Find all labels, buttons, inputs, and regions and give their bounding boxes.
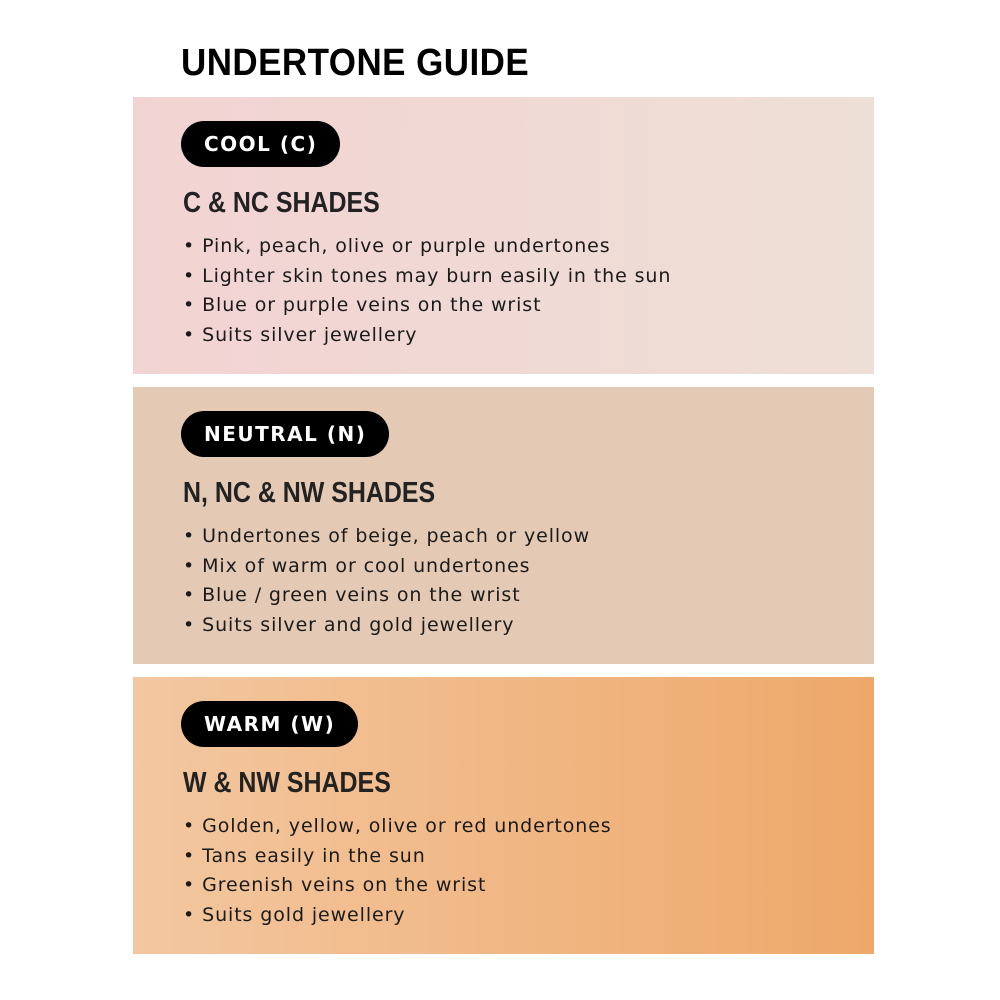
- neutral-bullet-item: • Mix of warm or cool undertones: [183, 552, 590, 582]
- warm-bullet-item: • Suits gold jewellery: [183, 901, 612, 931]
- neutral-bullet-item: • Suits silver and gold jewellery: [183, 611, 590, 641]
- warm-bullet-list: [183, 812, 612, 931]
- neutral-label-pill: NEUTRAL (N): [181, 411, 389, 457]
- cool-bullet-item: • Blue or purple veins on the wrist: [183, 291, 671, 321]
- cool-label-pill: COOL (C): [181, 121, 340, 167]
- neutral-shades-heading: N, NC & NW SHADES: [183, 477, 436, 509]
- neutral-bullet-item: • Undertones of beige, peach or yellow: [183, 522, 590, 552]
- warm-undertone-card: [133, 677, 874, 954]
- neutral-bullet-item: • Blue / green veins on the wrist: [183, 581, 590, 611]
- warm-bullet-item: • Tans easily in the sun: [183, 842, 612, 872]
- warm-label-pill: WARM (W): [181, 701, 358, 747]
- cool-bullet-item: • Pink, peach, olive or purple undertones: [183, 232, 671, 262]
- warm-shades-heading: W & NW SHADES: [183, 767, 391, 799]
- cool-bullet-item: • Suits silver jewellery: [183, 321, 671, 351]
- warm-bullet-item: • Golden, yellow, olive or red undertones: [183, 812, 612, 842]
- cool-undertone-card: [133, 97, 874, 374]
- warm-bullet-item: • Greenish veins on the wrist: [183, 871, 612, 901]
- neutral-bullet-list: [183, 522, 590, 641]
- neutral-undertone-card: [133, 387, 874, 664]
- page-title: UNDERTONE GUIDE: [181, 42, 530, 84]
- cool-bullet-list: [183, 232, 671, 351]
- cool-shades-heading: C & NC SHADES: [183, 187, 380, 219]
- cool-bullet-item: • Lighter skin tones may burn easily in the sun: [183, 262, 671, 292]
